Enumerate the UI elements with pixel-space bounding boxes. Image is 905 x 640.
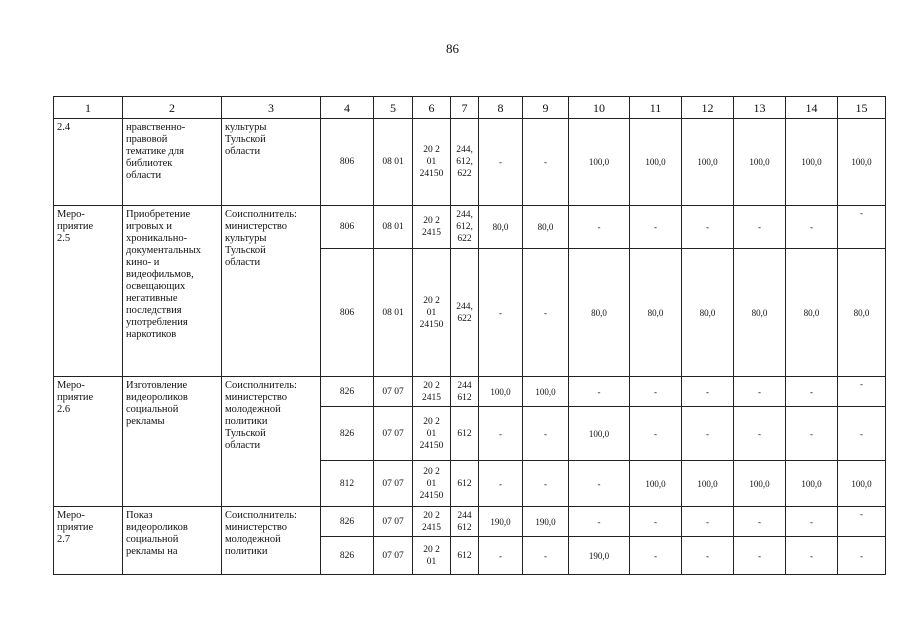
value-cell: - (630, 537, 682, 575)
value-cell: - (734, 537, 786, 575)
target-article-code: 20 2 01 24150 (413, 461, 451, 507)
value-cell: - (523, 537, 569, 575)
value-cell: - (682, 206, 734, 249)
header-cell: 14 (786, 97, 838, 119)
header-cell: 2 (123, 97, 222, 119)
value-cell: - (479, 461, 523, 507)
expense-type-code: 244 612 (451, 377, 479, 407)
activity-description: Показ видеороликов социальной рекламы на (123, 507, 222, 575)
value-cell: - (786, 537, 838, 575)
value-cell: 100,0 (569, 407, 630, 461)
expense-type-code: 612 (451, 407, 479, 461)
header-cell: 1 (54, 97, 123, 119)
row-id: 2.4 (54, 119, 123, 206)
value-cell: 80,0 (523, 206, 569, 249)
value-cell: - (523, 407, 569, 461)
table-row (54, 507, 886, 537)
budget-table (53, 96, 886, 575)
value-cell: 100,0 (630, 119, 682, 206)
value-cell: 80,0 (630, 249, 682, 377)
value-cell: 100,0 (838, 461, 886, 507)
target-article-code: 20 2 01 24150 (413, 119, 451, 206)
expense-type-code: 244 612 (451, 507, 479, 537)
value-cell: 100,0 (786, 461, 838, 507)
value-cell: - (569, 206, 630, 249)
value-cell: - (630, 377, 682, 407)
executor: Соисполнитель: министерство молодежной политики Тульской области (222, 377, 321, 507)
section-code: 08 01 (374, 119, 413, 206)
target-article-code: 20 2 2415 (413, 206, 451, 249)
value-cell: 190,0 (479, 507, 523, 537)
value-cell: 80,0 (569, 249, 630, 377)
expense-type-code: 244, 612, 622 (451, 206, 479, 249)
value-cell: 100,0 (569, 119, 630, 206)
value-cell: - (523, 119, 569, 206)
expense-type-code: 244, 622 (451, 249, 479, 377)
target-article-code: 20 2 01 24150 (413, 407, 451, 461)
value-cell: - (630, 507, 682, 537)
grbs-code: 826 (321, 537, 374, 575)
grbs-code: 812 (321, 461, 374, 507)
value-cell: - (682, 407, 734, 461)
table-row (54, 206, 886, 249)
value-cell: 80,0 (479, 206, 523, 249)
value-cell: 100,0 (479, 377, 523, 407)
row-id: Меро- приятие 2.6 (54, 377, 123, 507)
value-cell: 100,0 (682, 119, 734, 206)
value-cell: 100,0 (786, 119, 838, 206)
row-id: Меро- приятие 2.5 (54, 206, 123, 377)
header-cell: 6 (413, 97, 451, 119)
value-cell: - (838, 507, 886, 537)
value-cell: - (479, 249, 523, 377)
value-cell: - (479, 537, 523, 575)
value-cell: 100,0 (523, 377, 569, 407)
value-cell: - (786, 507, 838, 537)
value-cell: - (523, 249, 569, 377)
target-article-code: 20 2 01 (413, 537, 451, 575)
grbs-code: 806 (321, 249, 374, 377)
value-cell: - (479, 407, 523, 461)
section-code: 08 01 (374, 206, 413, 249)
expense-type-code: 612 (451, 537, 479, 575)
activity-description: Приобретение игровых и хроникально- документальных кино- и видеофильмов, освещающих негативные последствия употребления наркотиков (123, 206, 222, 377)
header-cell: 7 (451, 97, 479, 119)
value-cell: - (682, 507, 734, 537)
grbs-code: 826 (321, 507, 374, 537)
value-cell: 100,0 (630, 461, 682, 507)
header-cell: 15 (838, 97, 886, 119)
target-article-code: 20 2 01 24150 (413, 249, 451, 377)
value-cell: - (838, 407, 886, 461)
value-cell: 190,0 (569, 537, 630, 575)
grbs-code: 826 (321, 407, 374, 461)
grbs-code: 806 (321, 119, 374, 206)
value-cell: - (682, 537, 734, 575)
header-cell: 13 (734, 97, 786, 119)
executor: Соисполнитель: министерство культуры Тульской области (222, 206, 321, 377)
row-id: Меро- приятие 2.7 (54, 507, 123, 575)
value-cell: 190,0 (523, 507, 569, 537)
value-cell: - (838, 206, 886, 249)
value-cell: - (734, 206, 786, 249)
value-cell: - (734, 407, 786, 461)
header-cell: 10 (569, 97, 630, 119)
executor: Соисполнитель: министерство молодежной политики (222, 507, 321, 575)
header-cell: 5 (374, 97, 413, 119)
value-cell: 100,0 (838, 119, 886, 206)
value-cell: - (786, 206, 838, 249)
activity-description: Изготовление видеороликов социальной рекламы (123, 377, 222, 507)
grbs-code: 806 (321, 206, 374, 249)
value-cell: 100,0 (682, 461, 734, 507)
table-row (54, 377, 886, 407)
value-cell: 80,0 (682, 249, 734, 377)
section-code: 07 07 (374, 461, 413, 507)
value-cell: - (630, 206, 682, 249)
table-row (54, 119, 886, 206)
header-cell: 8 (479, 97, 523, 119)
expense-type-code: 244, 612, 622 (451, 119, 479, 206)
value-cell: 80,0 (734, 249, 786, 377)
value-cell: - (734, 377, 786, 407)
expense-type-code: 612 (451, 461, 479, 507)
value-cell: 100,0 (734, 461, 786, 507)
activity-description: нравственно- правовой тематике для библиотек области (123, 119, 222, 206)
value-cell: - (479, 119, 523, 206)
value-cell: - (569, 507, 630, 537)
value-cell: - (569, 377, 630, 407)
value-cell: 100,0 (734, 119, 786, 206)
grbs-code: 826 (321, 377, 374, 407)
value-cell: - (786, 407, 838, 461)
header-cell: 4 (321, 97, 374, 119)
header-cell: 9 (523, 97, 569, 119)
section-code: 07 07 (374, 537, 413, 575)
value-cell: - (838, 537, 886, 575)
value-cell: 80,0 (838, 249, 886, 377)
target-article-code: 20 2 2415 (413, 507, 451, 537)
section-code: 07 07 (374, 407, 413, 461)
header-row (54, 97, 886, 119)
value-cell: - (682, 377, 734, 407)
header-cell: 3 (222, 97, 321, 119)
value-cell: - (523, 461, 569, 507)
value-cell: - (630, 407, 682, 461)
value-cell: - (734, 507, 786, 537)
target-article-code: 20 2 2415 (413, 377, 451, 407)
page-number: 86 (446, 41, 459, 56)
section-code: 07 07 (374, 377, 413, 407)
value-cell: - (786, 377, 838, 407)
header-cell: 11 (630, 97, 682, 119)
executor: культуры Тульской области (222, 119, 321, 206)
value-cell: 80,0 (786, 249, 838, 377)
section-code: 07 07 (374, 507, 413, 537)
header-cell: 12 (682, 97, 734, 119)
value-cell: - (569, 461, 630, 507)
section-code: 08 01 (374, 249, 413, 377)
value-cell: - (838, 377, 886, 407)
